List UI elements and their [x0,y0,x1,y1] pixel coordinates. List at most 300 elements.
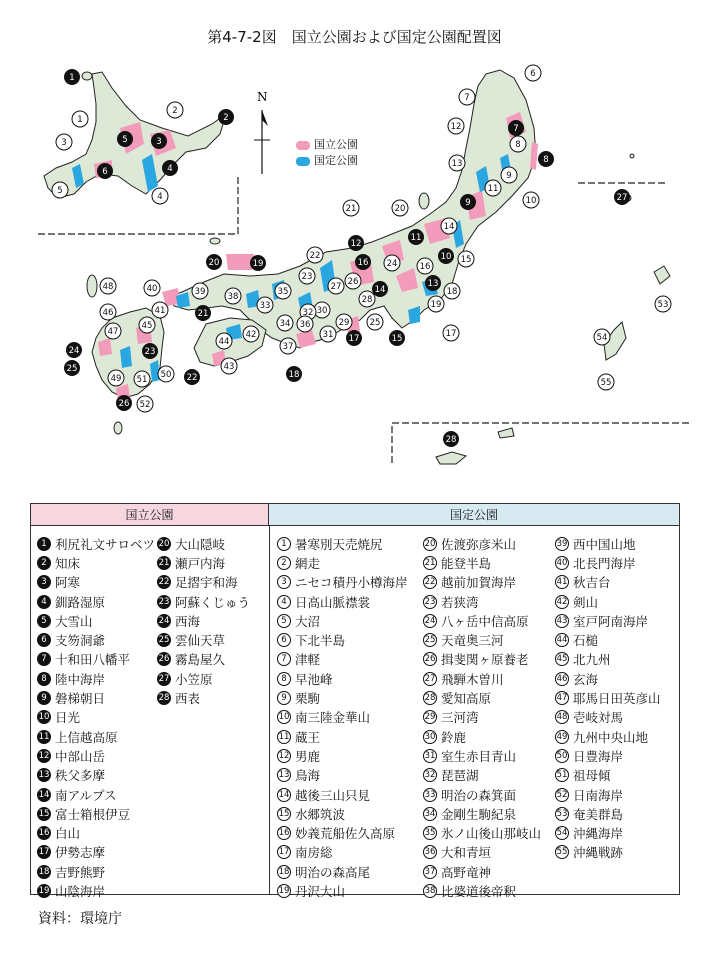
svg-text:31: 31 [322,330,334,340]
park-number: 14 [278,789,290,800]
svg-text:23: 23 [301,272,313,282]
park-name: 足摺宇和海 [175,575,238,591]
park-number: 33 [424,789,436,800]
park-number: 9 [277,691,291,705]
park-name: 八ヶ岳中信高原 [441,613,529,629]
park-number: 53 [556,808,568,819]
park-list-item [157,630,250,649]
park-number: 19 [38,885,50,896]
park-number: 41 [556,577,568,588]
svg-text:6: 6 [530,69,536,79]
park-number: 22 [158,577,170,588]
svg-text:26: 26 [118,399,130,409]
svg-text:49: 49 [110,374,122,384]
park-name: 大雪山 [55,613,93,629]
park-number: 5 [37,614,51,628]
park-number: 49 [556,731,568,742]
park-list-item [423,862,541,881]
park-number: 2 [37,556,51,570]
svg-text:11: 11 [487,184,499,194]
svg-text:30: 30 [316,306,328,316]
quasi-park-swatch [296,157,310,166]
park-number: 51 [556,770,568,781]
park-name: 小笠原 [175,671,213,687]
park-name: 西海 [175,613,201,629]
svg-text:3: 3 [156,137,162,147]
park-name: 男鹿 [295,748,321,764]
park-number: 15 [38,808,50,819]
park-list-item [555,553,661,572]
park-number: 42 [556,596,568,607]
quasi-header: 国定公園 [269,504,679,526]
park-name: 金剛生駒紀泉 [441,806,517,822]
park-list-item [277,766,408,785]
national-header: 国立公園 [31,504,269,526]
park-name: 秋吉台 [573,575,611,591]
park-list-table [30,503,680,899]
park-list-item [423,766,541,785]
park-name: 丹沢大山 [295,883,346,899]
park-name: 山陰海岸 [55,883,106,899]
park-list-item [157,669,250,688]
park-name: 明治の森高尾 [295,864,371,880]
park-name: 大和青垣 [441,845,492,861]
park-number: 23 [158,596,170,607]
park-name: 磐梯朝日 [55,691,106,707]
park-number: 4 [37,595,51,609]
svg-text:51: 51 [136,375,148,385]
park-name: 伊勢志摩 [55,845,106,861]
park-number: 20 [424,538,436,549]
park-list-item [277,611,408,630]
park-number: 10 [278,712,290,723]
park-number: 10 [38,712,50,723]
svg-text:33: 33 [259,301,271,311]
svg-text:16: 16 [357,258,369,268]
park-name: 鳥海 [295,768,321,784]
svg-text:20: 20 [394,204,406,214]
park-name: 南三陸金華山 [295,710,371,726]
park-name: 上信越高原 [55,729,118,745]
svg-text:4: 4 [167,164,173,174]
svg-text:15: 15 [391,334,403,344]
park-number: 2 [277,556,291,570]
park-name: 阿蘇くじゅう [175,594,251,610]
park-name: 南房総 [295,845,333,861]
park-list-item [555,746,661,765]
park-number: 26 [158,654,170,665]
park-number: 46 [556,673,568,684]
park-list-item [277,573,408,592]
park-name: 支笏洞爺 [55,633,106,649]
svg-text:21: 21 [345,204,357,214]
svg-text:45: 45 [141,321,153,331]
park-number: 24 [424,615,436,626]
svg-text:46: 46 [102,308,114,318]
svg-text:36: 36 [299,320,311,330]
svg-text:48: 48 [102,282,114,292]
park-number: 25 [424,635,436,646]
park-list-item [423,785,541,804]
park-number: 6 [277,633,291,647]
park-number: 14 [38,789,50,800]
svg-text:32: 32 [302,308,314,318]
park-list-item [37,881,155,900]
svg-text:2: 2 [172,106,178,116]
park-list-item [555,708,661,727]
svg-text:9: 9 [506,171,512,181]
table-divider [269,526,270,894]
park-list-item [37,534,155,553]
svg-text:37: 37 [282,342,294,352]
park-number: 45 [556,654,568,665]
park-list-item [277,862,408,881]
svg-text:55: 55 [600,378,612,388]
park-name: 北九州 [573,652,611,668]
park-name: 若狭湾 [441,594,479,610]
yaeyama-islands [436,452,466,464]
park-name: 三河湾 [441,710,479,726]
svg-text:12: 12 [350,239,362,249]
svg-text:7: 7 [464,93,470,103]
svg-text:18: 18 [446,287,458,297]
svg-text:10: 10 [525,196,537,206]
park-name: 阿寒 [55,575,81,591]
park-number: 48 [556,712,568,723]
park-number: 24 [158,615,170,626]
park-number: 5 [277,614,291,628]
national-park-swatch [296,141,310,150]
park-number: 28 [158,693,170,704]
park-name: 沖縄戦跡 [573,845,624,861]
park-list-item [37,611,155,630]
park-number: 43 [556,615,568,626]
park-list-item [37,766,155,785]
svg-text:19: 19 [252,259,264,269]
park-list-item [423,611,541,630]
svg-text:27: 27 [330,282,342,292]
park-number: 11 [278,731,290,742]
park-list-item [555,727,661,746]
park-number: 9 [37,691,51,705]
park-name: 氷ノ山後山那岐山 [441,826,542,842]
park-name: 早池峰 [295,671,333,687]
park-list-item [37,785,155,804]
park-list-item [37,688,155,707]
park-name: 日南海岸 [573,787,624,803]
park-name: 白山 [55,826,81,842]
park-number: 50 [556,750,568,761]
park-list-item [277,688,408,707]
park-list-item [423,630,541,649]
park-number: 27 [158,673,170,684]
park-list-item [37,727,155,746]
svg-text:23: 23 [144,347,156,357]
svg-text:16: 16 [419,262,431,272]
park-number: 17 [38,847,50,858]
svg-text:25: 25 [369,318,381,328]
park-number: 55 [556,847,568,858]
park-name: 妙義荒船佐久高原 [295,826,396,842]
park-number: 13 [278,770,290,781]
park-name: 耶馬日田英彦山 [573,691,661,707]
svg-text:43: 43 [223,362,235,372]
park-list-item [37,804,155,823]
north-arrow [254,90,270,174]
park-number: 3 [277,575,291,589]
svg-text:12: 12 [450,122,462,132]
svg-text:10: 10 [440,252,452,262]
park-name: 釧路湿原 [55,594,106,610]
park-name: 知床 [55,555,81,571]
park-list-item [555,766,661,785]
park-name: 十和田八幡平 [55,652,131,668]
park-number: 38 [424,885,436,896]
legend-quasi-label: 国定公園 [314,154,358,167]
park-number: 13 [38,770,50,781]
park-name: 利尻礼文サロベツ [55,536,156,552]
svg-text:41: 41 [154,306,166,316]
svg-text:5: 5 [122,135,128,145]
svg-text:52: 52 [139,400,151,410]
park-name: 高野竜神 [441,864,492,880]
svg-text:2: 2 [223,113,229,123]
source-note: 資料：環境庁 [38,911,122,927]
svg-text:14: 14 [443,222,455,232]
park-list-item [423,669,541,688]
park-list-item [423,708,541,727]
park-number: 16 [38,828,50,839]
svg-text:22: 22 [186,373,198,383]
park-name: 南アルプス [55,787,117,803]
svg-text:20: 20 [208,258,220,268]
park-list-item [555,611,661,630]
rishiri-island [82,72,92,80]
park-list-item [555,843,661,862]
park-list-item [157,592,250,611]
park-name: 蔵王 [295,729,321,745]
park-number: 18 [38,866,50,877]
park-number: 21 [158,557,170,568]
park-list-item [555,669,661,688]
park-number: 35 [424,828,436,839]
park-name: 富士箱根伊豆 [55,806,131,822]
park-number: 29 [424,712,436,723]
park-number: 26 [424,654,436,665]
park-list-item [157,650,250,669]
park-number: 6 [37,633,51,647]
park-name: 越後三山只見 [295,787,371,803]
svg-text:11: 11 [410,233,422,243]
park-name: 津軽 [295,652,321,668]
svg-text:44: 44 [218,337,230,347]
park-list-item [37,573,155,592]
park-list-item [423,804,541,823]
park-list-item [555,785,661,804]
park-number: 44 [556,635,568,646]
svg-text:5: 5 [57,186,63,196]
yakushima-island [114,422,122,434]
park-number: 40 [556,557,568,568]
svg-text:28: 28 [445,435,457,445]
park-number: 32 [424,770,436,781]
park-list-item [555,630,661,649]
park-name: 鈴鹿 [441,729,467,745]
park-name: 石槌 [573,633,599,649]
park-name: 天竜奥三河 [441,633,504,649]
svg-text:24: 24 [386,259,398,269]
svg-text:34: 34 [279,319,291,329]
park-name: 吉野熊野 [55,864,106,880]
park-number: 30 [424,731,436,742]
svg-text:29: 29 [338,318,350,328]
oki-island [210,238,220,244]
park-number: 54 [556,828,568,839]
park-list-item [277,804,408,823]
park-number: 39 [556,538,568,549]
park-list-item [277,881,408,900]
park-number: 19 [278,885,290,896]
park-name: 室戸阿南海岸 [573,613,649,629]
park-number: 18 [278,866,290,877]
svg-text:42: 42 [245,330,257,340]
park-name: 沖縄海岸 [573,826,624,842]
park-name: 飛騨木曽川 [441,671,504,687]
park-list-item [157,534,250,553]
park-number: 21 [424,557,436,568]
svg-text:7: 7 [513,124,519,134]
tsushima-island [87,275,97,297]
svg-text:54: 54 [596,333,608,343]
park-list-item [555,573,661,592]
park-number: 25 [158,635,170,646]
park-name: 中部山岳 [55,748,106,764]
park-list-item [37,746,155,765]
park-list-item [555,592,661,611]
park-name: 比婆道後帝釈 [441,883,517,899]
park-list-item [423,650,541,669]
park-name: 九州中央山地 [573,729,649,745]
svg-text:39: 39 [194,287,206,297]
park-list-item [277,727,408,746]
park-name: 西中国山地 [573,536,636,552]
svg-text:25: 25 [66,364,78,374]
park-list-item [423,727,541,746]
park-list-item [277,592,408,611]
park-list-item [277,823,408,842]
park-name: 網走 [295,555,321,571]
park-list-item [277,630,408,649]
park-list-item [555,688,661,707]
park-list-item [555,804,661,823]
svg-text:47: 47 [107,327,119,337]
park-name: 下北半島 [295,633,346,649]
park-list-item [277,650,408,669]
svg-text:19: 19 [430,300,442,310]
park-number: 22 [424,577,436,588]
park-list-item [423,688,541,707]
japan-parks-map [0,48,709,493]
sado-island [419,193,429,209]
park-list-item [423,881,541,900]
park-name: 愛知高原 [441,691,492,707]
park-name: 日豊海岸 [573,748,624,764]
park-list-item [37,553,155,572]
park-number: 16 [278,828,290,839]
park-list-item [423,592,541,611]
park-list-item [157,553,250,572]
park-name: 佐渡弥彦米山 [441,536,517,552]
park-number: 17 [278,847,290,858]
svg-text:28: 28 [361,295,373,305]
park-number: 7 [277,652,291,666]
park-number: 47 [556,693,568,704]
svg-text:40: 40 [146,284,158,294]
park-number: 8 [277,672,291,686]
park-number: 12 [278,750,290,761]
park-name: 壱岐対馬 [573,710,624,726]
park-list-item [277,669,408,688]
park-number: 4 [277,595,291,609]
park-name: 水郷筑波 [295,806,346,822]
park-list-item [277,843,408,862]
svg-text:21: 21 [197,309,209,319]
park-name: 日高山脈襟裳 [295,594,371,610]
svg-text:4: 4 [157,192,163,202]
svg-text:27: 27 [616,193,628,203]
svg-text:38: 38 [227,292,239,302]
park-name: 奄美群島 [573,806,624,822]
park-number: 1 [37,537,51,551]
park-number: 27 [424,673,436,684]
park-list-item [423,843,541,862]
park-name: 祖母傾 [573,768,611,784]
svg-text:50: 50 [160,370,172,380]
park-list-item [277,708,408,727]
park-list-item [157,573,250,592]
park-number: 3 [37,575,51,589]
park-name: 日光 [55,710,81,726]
park-list-item [555,823,661,842]
svg-text:15: 15 [460,255,472,265]
amami-islands [654,266,670,284]
park-name: 剣山 [573,594,599,610]
park-list-item [37,843,155,862]
park-number: 7 [37,652,51,666]
svg-text:17: 17 [445,329,457,339]
park-list-item [37,862,155,881]
park-list-item [37,650,155,669]
park-list-item [277,534,408,553]
park-list-item [555,650,661,669]
svg-text:6: 6 [102,167,108,177]
park-name: 琵琶湖 [441,768,479,784]
park-list-item [423,746,541,765]
park-name: 西表 [175,691,201,707]
park-name: 暑寒別天売焼尻 [295,536,383,552]
park-number: 34 [424,808,436,819]
svg-text:1: 1 [77,115,83,125]
park-list-item [277,746,408,765]
park-list-item [37,823,155,842]
svg-text:8: 8 [543,155,549,165]
svg-text:3: 3 [61,138,67,148]
park-number: 36 [424,847,436,858]
svg-text:14: 14 [374,285,386,295]
park-name: 秩父多摩 [55,768,106,784]
park-number: 1 [277,537,291,551]
park-name: 大山隠岐 [175,536,226,552]
